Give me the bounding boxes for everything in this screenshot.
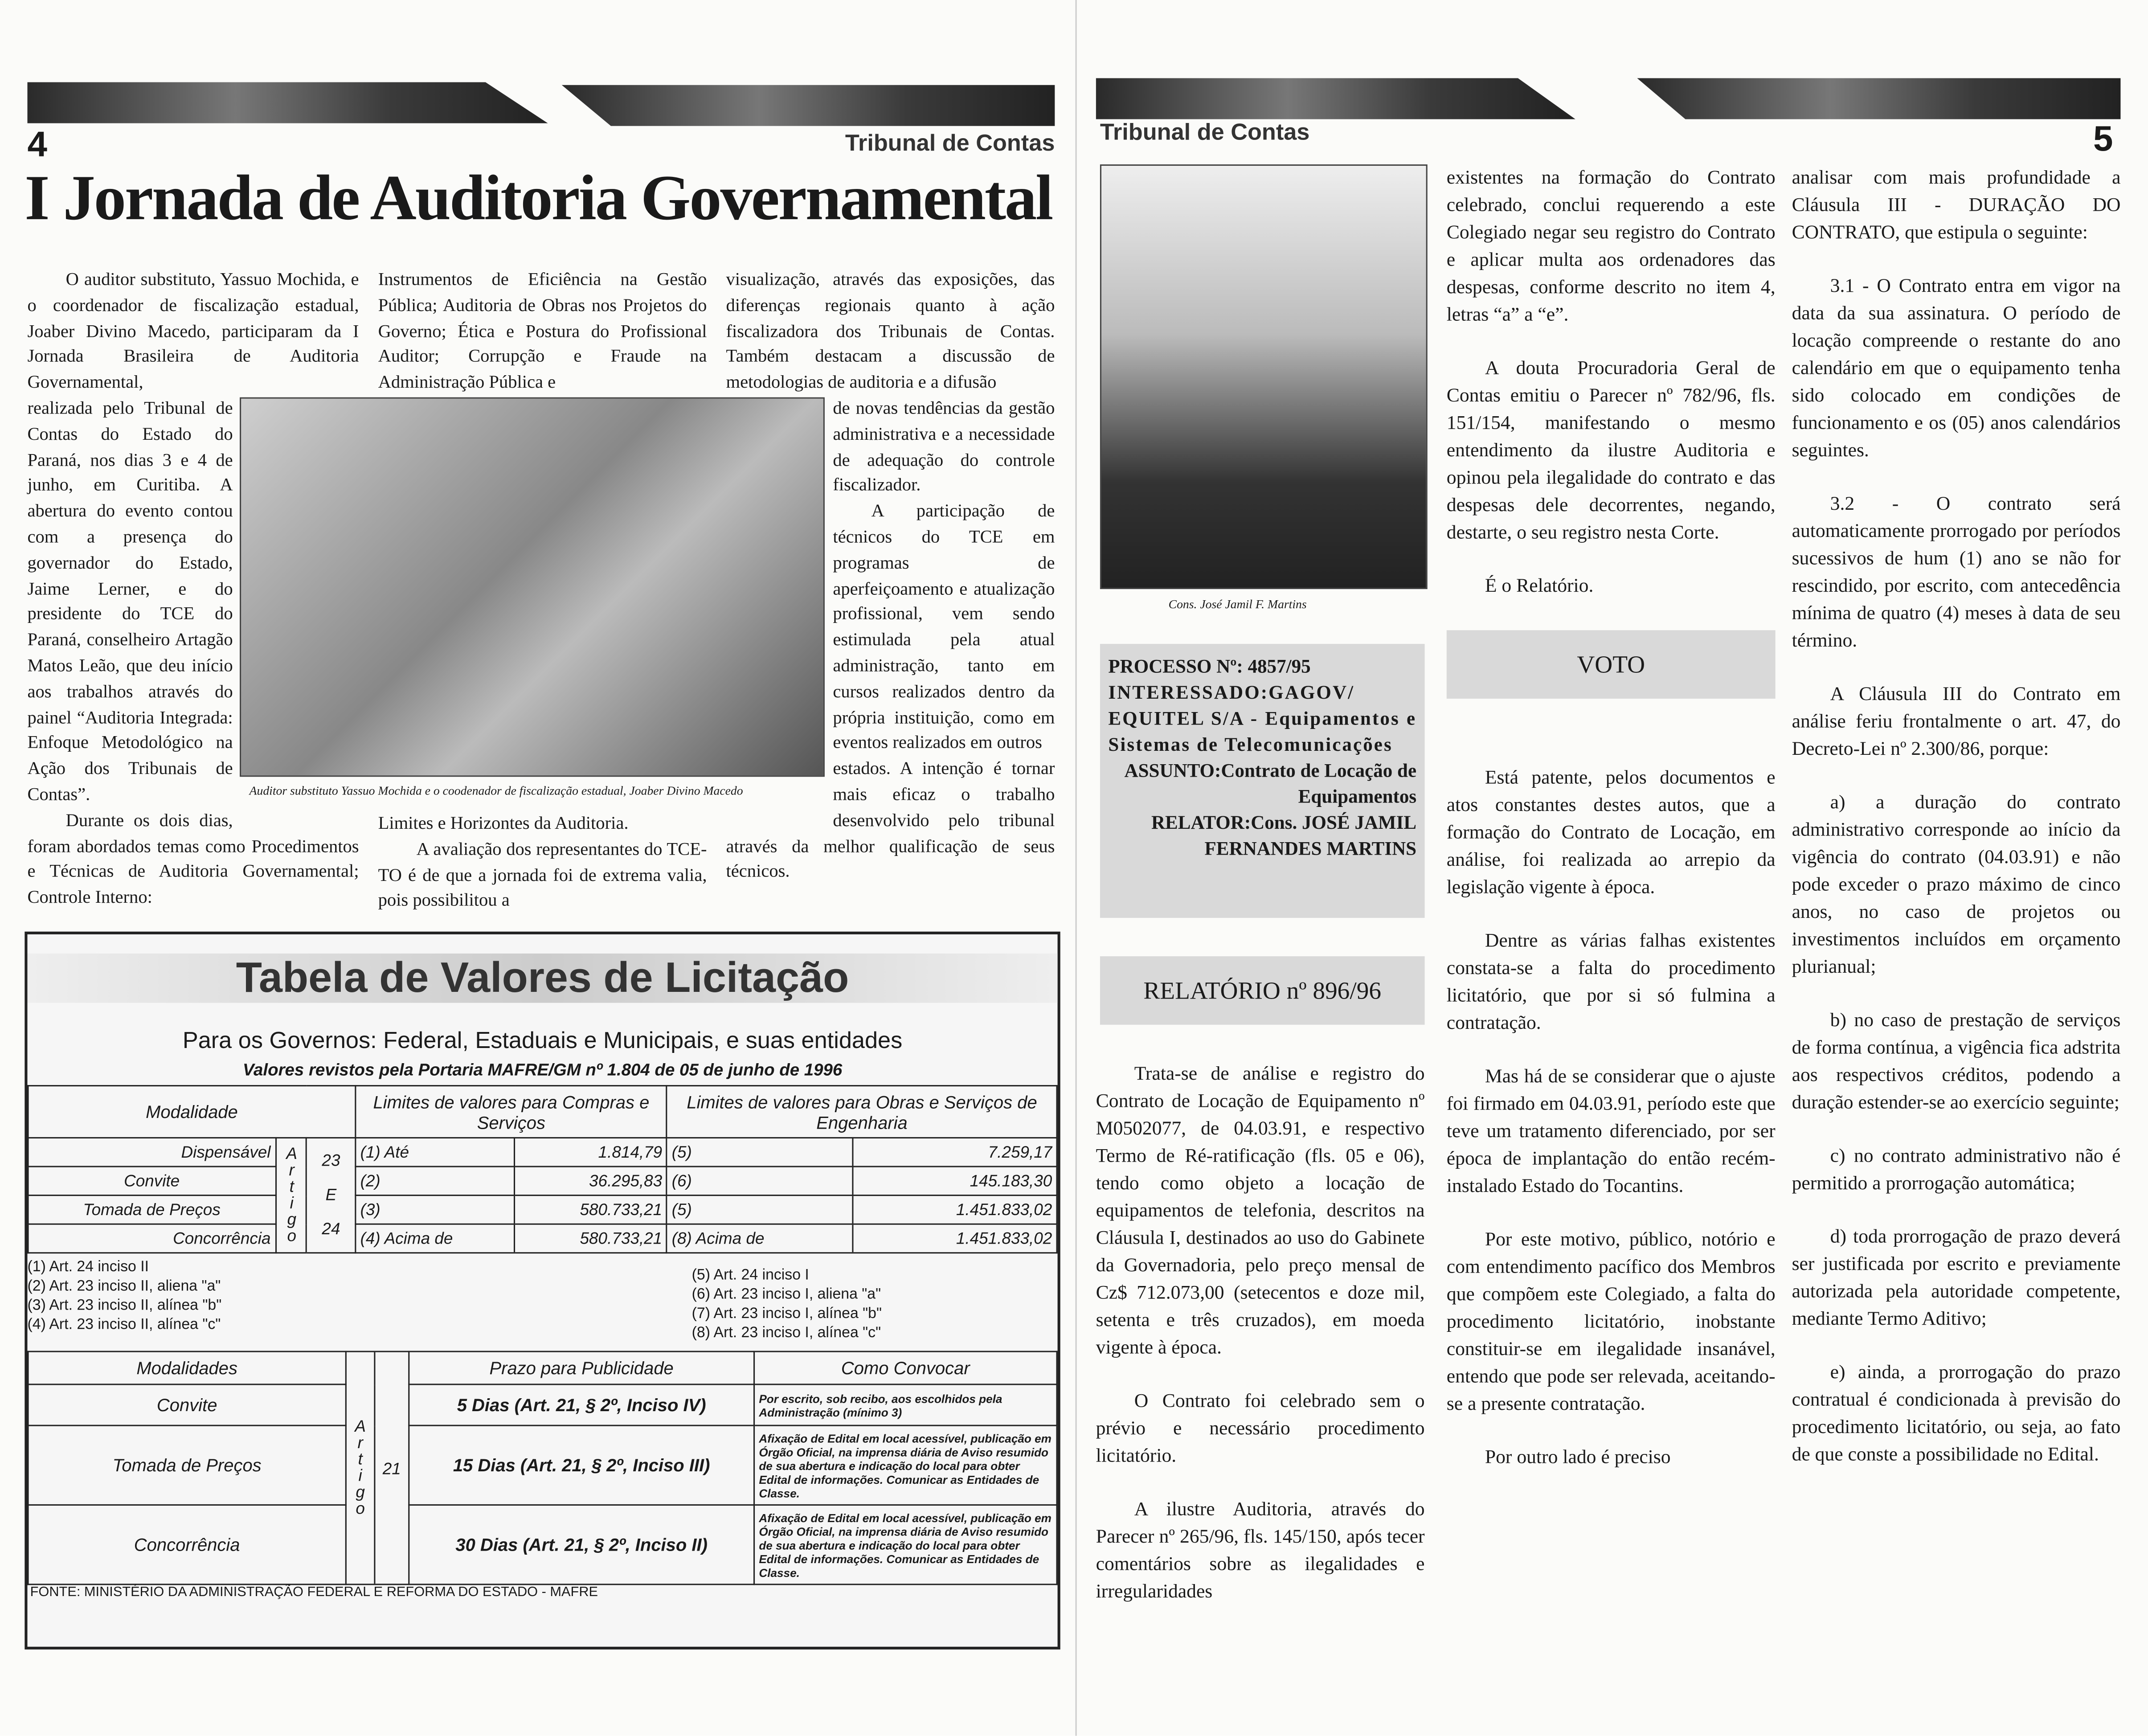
art-num: 21 <box>375 1351 409 1585</box>
process-box <box>1100 644 1425 918</box>
paragraph: A participação de técnicos do TCE em programas de aperfeiçoamento e atualização profissional, vem sendo estimulada pela atual administração, tanto em cursos realizados dentro da própria instituição, como em eventos realizados em outros <box>833 500 1055 753</box>
cell: (6) <box>667 1167 853 1196</box>
paragraph: realizada pelo Tribunal de Contas do Estado do Paraná, nos dias 3 e 4 de junho, em Curitiba. A abertura do evento contou com a presença do governador do Estado, Jaime Lerner, e do presidente do TCE do Paraná, conselheiro Artagão Matos Leão, que deu início aos trabalhos através do painel “Auditoria Integrada: Enfoque Metodológico na Ação dos Tribunais de Contas”. <box>27 397 233 804</box>
artigo-label <box>346 1351 375 1585</box>
photo-caption: Cons. José Jamil F. Martins <box>1168 597 1307 611</box>
cell: 15 Dias (Art. 21, § 2º, Inciso III) <box>409 1425 754 1505</box>
paragraph: Mas há de se considerar que o ajuste foi firmado em 04.03.91, período este que teve um tratamento diferenciado, por ser época de implantação do então recém-instalado Estado do Tocantins. <box>1446 1066 1776 1198</box>
paragraph: Limites e Horizontes da Auditoria. <box>378 812 629 833</box>
paragraph: d) toda prorrogação de prazo deverá ser justificada por escrito e previamente autorizada pela autoridade competente, mediante Termo Aditivo; <box>1792 1226 2121 1331</box>
paragraph: analisar com mais profundidade a Cláusula III - DURAÇÃO DO CONTRATO, que estipula o seguinte: <box>1792 167 2121 244</box>
cell: 5 Dias (Art. 21, § 2º, Inciso IV) <box>409 1384 754 1425</box>
footnote: (6) Art. 23 inciso I, aliena "a" <box>691 1286 881 1303</box>
cell: Tomada de Preços <box>28 1196 275 1224</box>
process-interested: INTERESSADO:GAGOV/ EQUITEL S/A - Equipamentos e Sistemas de Telecomunicações <box>1108 684 1417 757</box>
page-number: 4 <box>27 123 47 164</box>
paragraph: A avaliação dos representantes do TCE-TO é de que a jornada foi de extrema valia, pois possibilitou a <box>378 838 707 910</box>
cell: Afixação de Edital em local acessível, publicação em Órgão Oficial, na imprensa diária de Aviso resumido de sua abertura e indicação do local para obter Edital de informações. Comunicar as Entidades de Classe. <box>754 1425 1057 1505</box>
footnote: (8) Art. 23 inciso I, alínea "c" <box>691 1325 881 1342</box>
col-header: Modalidade <box>28 1086 356 1138</box>
cell: Tomada de Preços <box>28 1425 346 1505</box>
paragraph: O Contrato foi celebrado sem o prévio e necessário procedimento licitatório. <box>1096 1390 1425 1467</box>
cell: 580.733,21 <box>515 1224 667 1253</box>
headline: I Jornada de Auditoria Governamental <box>25 163 1052 234</box>
cell: 36.295,83 <box>515 1167 667 1196</box>
cell: (2) <box>356 1167 515 1196</box>
cell: 1.814,79 <box>515 1138 667 1167</box>
paragraph: Por este motivo, público, notório e com entendimento pacífico dos Membros que compõem este Colegiado, a falta do procedimento licitatório, inobstante constituir-se em ilegalidade insanável, entendo que pode ser relevada, aceitando-se a presente contratação. <box>1446 1228 1776 1416</box>
cell: Concorrência <box>28 1224 275 1253</box>
artigo-text: Artigo <box>351 1417 370 1515</box>
header-bar <box>27 82 548 123</box>
cell: 1.451.833,02 <box>853 1196 1057 1224</box>
cell: Convite <box>28 1384 346 1425</box>
footnote: (1) Art. 24 inciso II <box>27 1259 149 1276</box>
paragraph: c) no contrato administrativo não é permitido a prorrogação automática; <box>1792 1145 2121 1195</box>
footnote: (5) Art. 24 inciso I <box>691 1267 809 1284</box>
col-header: Limites de valores para Compras e Serviços <box>356 1086 667 1138</box>
paragraph: 3.1 - O Contrato entra em vigor na data da sua assinatura. O período de locação compreende o restante do ano calendário em que o equipamento tenha sido colocado em condições de funcionamento e os (05) anos calendários seguintes. <box>1792 275 2121 462</box>
cell: 145.183,30 <box>853 1167 1057 1196</box>
col-header: Como Convocar <box>754 1351 1057 1384</box>
report-column-2 <box>1447 164 1776 1471</box>
footnote: (3) Art. 23 inciso II, alínea "b" <box>27 1297 222 1314</box>
table-portaria: Valores revistos pela Portaria MAFRE/GM nº 1.804 de 05 de junho de 1996 <box>242 1060 843 1080</box>
paragraph: A ilustre Auditoria, através do Parecer nº 265/96, fls. 145/150, após tecer comentários sobre as ilegalidades e irregularidades <box>1096 1499 1425 1603</box>
vote-column-2 <box>1792 164 2121 1469</box>
paragraph: estados. A intenção é tornar mais eficaz o trabalho desenvolvido pelo tribunal através da melhor qualificação de seus técnicos. <box>726 757 1055 881</box>
artigo-label <box>275 1138 307 1253</box>
art-numbers <box>307 1138 356 1253</box>
col-header: Prazo para Publicidade <box>409 1351 754 1384</box>
header-bar <box>1096 78 1575 119</box>
process-subject: ASSUNTO:Contrato de Locação de Equipamentos <box>1124 762 1417 809</box>
voto-heading: VOTO <box>1447 630 1776 699</box>
paragraph: e) ainda, a prorrogação do prazo contratual é condicionada à previsão do procedimento licitatório, ou seja, ao fato de que conste a possibilidade no Edital. <box>1792 1362 2121 1466</box>
report-column <box>1096 644 1425 1605</box>
process-reporter: RELATOR:Cons. JOSÉ JAMIL FERNANDES MARTINS <box>1151 814 1417 860</box>
art-num: E <box>325 1185 337 1204</box>
header-bar <box>562 85 1055 126</box>
article-column-1 <box>27 267 359 911</box>
paragraph: A douta Procuradoria Geral de Contas emitiu o Parecer nº 782/96, fls. 151/154, manifestando o mesmo entendimento da ilustre Auditoria e opinou pela ilegalidade do contrato e das despesas dele decorrentes, negando, destarte, o seu registro nesta Corte. <box>1446 357 1776 544</box>
cell: 1.451.833,02 <box>853 1224 1057 1253</box>
table-subtitle: Para os Governos: Federal, Estaduais e Municipais, e suas entidades <box>182 1027 903 1054</box>
art-num: 23 <box>322 1151 340 1170</box>
footnotes <box>27 1253 1057 1351</box>
paragraph: existentes na formação do Contrato celebrado, conclui requerendo a este Colegiado negar seu registro do Contrato e aplicar multa aos ordenadores das despesas, conforme descrito no item 4, letras “a” a “e”. <box>1446 167 1776 326</box>
cell: 7.259,17 <box>853 1138 1057 1167</box>
publicity-table <box>27 1351 1057 1585</box>
article-column-2 <box>378 267 707 914</box>
photo-spacer <box>378 397 707 811</box>
footnote: (2) Art. 23 inciso II, aliena "a" <box>27 1278 221 1295</box>
cell: 30 Dias (Art. 21, § 2º, Inciso II) <box>409 1505 754 1584</box>
paragraph: visualização, através das exposições, das diferenças regionais quanto à ação fiscalizadora dos Tribunais de Contas. Também destacam a discussão de metodologias de auditoria e a difusão <box>726 268 1055 392</box>
paragraph: Dentre as várias falhas existentes constata-se a falta do procedimento licitatório, que por si só fulmina a contratação. <box>1446 930 1776 1035</box>
page-fold <box>1076 0 1077 1736</box>
paragraph: de novas tendências da gestão administrativa e a necessidade de adequação do controle fiscalizador. <box>833 397 1055 495</box>
paragraph: a) a duração do contrato administrativo corresponde ao início da vigência do contrato (04.03.91) e não pode exceder o prazo máximo de cinco anos, no caso de projetos ou investimentos incluídos em orçamento plurianual; <box>1792 792 2121 979</box>
paragraph: O auditor substituto, Yassuo Mochida, e o coordenador de fiscalização estadual, Joaber Divino Macedo, participaram da I Jornada Brasileira de Auditoria Governamental, <box>27 268 359 392</box>
paragraph: Por outro lado é preciso <box>1485 1446 1671 1469</box>
table-source: FONTE: MINISTÉRIO DA ADMINISTRAÇÃO FEDERAL E REFORMA DO ESTADO - MAFRE <box>30 1585 598 1601</box>
cell: (8) Acima de <box>667 1224 853 1253</box>
photo-spacer <box>726 397 833 811</box>
relatorio-heading: RELATÓRIO nº 896/96 <box>1100 956 1425 1025</box>
cell: (3) <box>356 1196 515 1224</box>
cell: Concorrência <box>28 1505 346 1584</box>
paragraph: A Cláusula III do Contrato em análise feriu frontalmente o art. 47, do Decreto-Lei nº 2.300/86, porque: <box>1792 684 2121 761</box>
cell: (5) <box>667 1138 853 1167</box>
paragraph: Instrumentos de Eficiência na Gestão Pública; Auditoria de Obras nos Projetos do Governo; Ética e Postura do Profissional Auditor; Corrupção e Fraude na Administração Pública e <box>378 268 707 392</box>
paragraph: Está patente, pelos documentos e atos constantes destes autos, que a formação do Contrato de Locação, em análise, foi realizada ao arrepio da legislação vigente à época. <box>1446 767 1776 899</box>
footnote: (7) Art. 23 inciso I, alínea "b" <box>691 1306 882 1322</box>
page-number: 5 <box>2093 118 2113 159</box>
section-title: Tribunal de Contas <box>845 130 1055 156</box>
article-column-3 <box>726 267 1055 885</box>
cell: Por escrito, sob recibo, aos escolhidos pela Administração (mínimo 3) <box>754 1384 1057 1425</box>
footnote: (4) Art. 23 inciso II, alínea "c" <box>27 1316 221 1333</box>
bidding-values-table <box>25 932 1060 1650</box>
photo-councillor <box>1100 164 1428 589</box>
cell: (1) Até <box>356 1138 515 1167</box>
table-title: Tabela de Valores de Licitação <box>27 954 1057 1003</box>
cell: Dispensável <box>28 1138 275 1167</box>
photo-spacer <box>233 397 359 811</box>
col-header: Limites de valores para Obras e Serviços de Engenharia <box>667 1086 1057 1138</box>
paragraph: b) no caso de prestação de serviços de forma contínua, a vigência fica adstrita aos respectivos créditos, podendo a duração estender-se ao exercício seguinte; <box>1792 1009 2121 1114</box>
cell: (5) <box>667 1196 853 1224</box>
artigo-text: Artigo <box>282 1144 302 1243</box>
limits-table <box>27 1085 1057 1253</box>
section-title: Tribunal de Contas <box>1100 119 1310 145</box>
cell: (4) Acima de <box>356 1224 515 1253</box>
paragraph: É o Relatório. <box>1485 575 1594 598</box>
paragraph: Trata-se de análise e registro do Contrato de Locação de Equipamento nº M0502077, de 04.03.91, e respectivo Termo de Ré-ratificação (fls. 05 e 06), tendo como objeto a locação de equipamentos de telefonia, descritos na Cláusula I, destinados ao uso do Gabinete da Governadoria, pelo preço mensal de Cz$ 712.073,00 (setecentos e doze mil, setenta e três cruzados), em moeda vigente à época. <box>1096 1063 1425 1359</box>
cell: Convite <box>28 1167 275 1196</box>
header-bar <box>1637 78 2120 119</box>
col-header: Modalidades <box>28 1351 346 1384</box>
process-number: PROCESSO Nº: 4857/95 <box>1108 657 1311 678</box>
cell: 580.733,21 <box>515 1196 667 1224</box>
art-num: 24 <box>322 1219 340 1239</box>
cell: Afixação de Edital em local acessível, publicação em Órgão Oficial, na imprensa diária de Aviso resumido de sua abertura e indicação do local para obter Edital de informações. Comunicar as Entidades de Classe. <box>754 1505 1057 1584</box>
photo-caption: Auditor substituto Yassuo Mochida e o coodenador de fiscalização estadual, Joaber Divino Macedo <box>249 783 743 798</box>
paragraph: 3.2 - O contrato será automaticamente prorrogado por períodos sucessivos de hum (1) ano se não for rescindido, por escrito, com antecedência mínima de quatro (4) meses à data de seu término. <box>1792 493 2121 652</box>
paragraph: Durante os dois dias, foram abordados temas como Procedimentos e Técnicas de Auditoria Governamental; Controle Interno: <box>27 809 359 907</box>
